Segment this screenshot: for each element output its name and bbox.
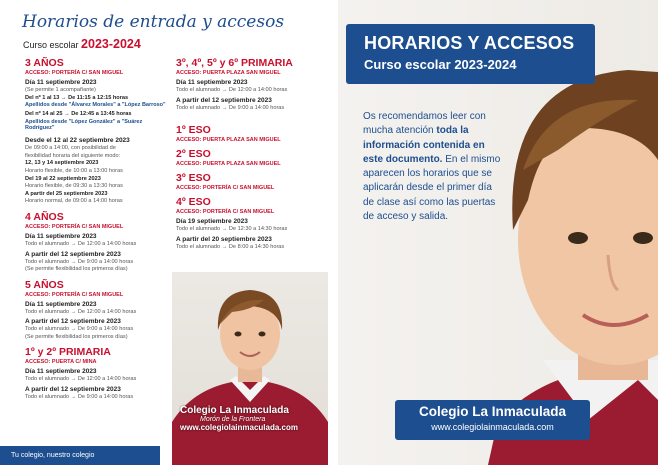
- cover-title-box: [346, 24, 595, 84]
- access-line: ACCESO: PORTERÍA C/ SAN MIGUEL: [25, 291, 124, 298]
- access-line: ACCESO: PUERTA C/ MINA: [25, 359, 97, 366]
- intro-text: Os recomendamos leer con mucha atención toda la información contenida en este documento. En el mismo aparecen los horarios que se aplicarán desde el primer día de clase así como las puertas de acceso y salida.: [363, 111, 501, 223]
- group-row: Del nº 14 al 25 → De 12:45 a 13:45 horas: [25, 110, 132, 117]
- access-line: ACCESO: PUERTA PLAZA SAN MIGUEL: [176, 137, 281, 144]
- school-name-small: Colegio La Inmaculada: [180, 405, 289, 416]
- school-url-small[interactable]: www.colegiolainmaculada.com: [180, 423, 298, 432]
- day-heading: Día 11 septiembre 2023: [176, 79, 248, 86]
- course-line: [23, 37, 141, 51]
- school-name: Colegio La Inmaculada: [418, 404, 567, 419]
- tagline-bar: Tu colegio, nuestro colegio: [0, 446, 160, 465]
- time-line: Todo el alumnado → De 12:30 a 14:30 horas: [176, 226, 288, 233]
- access-line: ACCESO: PORTERÍA C/ SAN MIGUEL: [176, 185, 275, 192]
- course-label: Curso escolar: [23, 40, 79, 50]
- detail-line: Horario flexible, de 09:30 a 13:30 horas: [25, 183, 123, 190]
- day-heading: Día 11 septiembre 2023: [25, 300, 97, 308]
- detail-line: flexibilidad horaria del siguiente modo:: [25, 152, 121, 159]
- day-heading: Desde el 12 al 22 septiembre 2023: [25, 137, 130, 145]
- day-heading: Día 19 septiembre 2023: [176, 218, 248, 226]
- section-eso4-title: 4º ESO: [176, 196, 211, 209]
- section-eso3-title: 3º ESO: [176, 172, 211, 185]
- section-4-anos-title: 4 AÑOS: [25, 210, 64, 223]
- day-note: (Se permite 1 acompañante): [25, 87, 96, 93]
- detail-line: 12, 13 y 14 septiembre 2023: [25, 160, 99, 167]
- day-heading: A partir del 12 septiembre 2023: [176, 96, 272, 104]
- day-heading: A partir del 12 septiembre 2023: [25, 386, 121, 394]
- flex-note: (Se permite flexibilidad los primeros días): [25, 333, 128, 340]
- flex-note: (Se permite flexibilidad los primeros días): [25, 266, 128, 273]
- school-url[interactable]: www.colegiolainmaculada.com: [431, 422, 554, 432]
- detail-line: A partir del 25 septiembre 2023: [25, 190, 108, 197]
- time-line: Todo el alumnado → De 9:00 a 14:00 horas: [176, 104, 285, 111]
- time-line: Todo el alumnado → De 9:00 a 14:00 horas: [25, 258, 134, 265]
- section-5-anos-title: 5 AÑOS: [25, 278, 64, 291]
- time-line: Todo el alumnado → De 12:00 a 14:00 horas: [176, 87, 288, 93]
- day-heading: A partir del 12 septiembre 2023: [25, 250, 121, 258]
- cover-title: HORARIOS Y ACCESOS: [364, 33, 575, 53]
- section-primaria-1-2-title: 1º y 2º PRIMARIA: [25, 346, 111, 359]
- group-row: Del nº 1 al 13 → De 11:15 a 12:15 horas: [25, 94, 129, 101]
- course-year: 2023-2024: [81, 37, 141, 51]
- cover-subtitle: Curso escolar 2023-2024: [364, 57, 517, 72]
- section-primaria-3-6-title: 3º, 4º, 5º y 6º PRIMARIA: [176, 57, 293, 69]
- day-heading: Día 11 septiembre 2023: [25, 368, 97, 376]
- access-line: ACCESO: PUERTA PLAZA SAN MIGUEL: [176, 70, 281, 76]
- schedule-column-1: [25, 53, 170, 402]
- time-line: Todo el alumnado → De 12:00 a 14:00 horas: [25, 308, 137, 315]
- time-line: Todo el alumnado → De 9:00 a 14:00 horas: [25, 326, 134, 333]
- access-line: ACCESO: PUERTA PLAZA SAN MIGUEL: [176, 161, 281, 168]
- detail-line: Del 19 al 22 septiembre 2023: [25, 175, 101, 182]
- detail-line: Horario flexible, de 10:00 a 13:00 horas: [25, 167, 123, 174]
- school-footer-box: [395, 400, 590, 440]
- access-line: ACCESO: PORTERÍA C/ SAN MIGUEL: [25, 70, 124, 76]
- script-title: Horarios de entrada y accesos: [22, 12, 285, 32]
- day-heading: A partir del 20 septiembre 2023: [176, 235, 272, 243]
- access-line: ACCESO: PORTERÍA C/ SAN MIGUEL: [176, 209, 275, 216]
- group-names: Apellidos desde "Álvarez Morales" a "López Barroso": [25, 102, 166, 109]
- detail-line: Horario normal, de 09:00 a 14:00 horas: [25, 198, 123, 205]
- day-heading: Día 11 septiembre 2023: [25, 79, 97, 86]
- time-line: Todo el alumnado → De 8:00 a 14:30 horas: [176, 243, 285, 250]
- detail-line: De 09:00 a 14:00, con posibilidad de: [25, 145, 116, 152]
- section-eso2-title: 2º ESO: [176, 148, 211, 161]
- section-eso1-title: 1º ESO: [176, 124, 211, 137]
- day-heading: Día 11 septiembre 2023: [25, 232, 97, 240]
- access-line: ACCESO: PORTERÍA C/ SAN MIGUEL: [25, 223, 124, 230]
- section-3-anos-title: 3 AÑOS: [25, 57, 64, 69]
- day-heading: A partir del 12 septiembre 2023: [25, 318, 121, 326]
- student-photo-small: [172, 272, 328, 465]
- time-line: Todo el alumnado → De 9:00 a 14:00 horas: [25, 394, 134, 401]
- schedule-column-2: [176, 53, 341, 251]
- group-names: Apellidos desde "López González" a "Suárez Rodríguez": [25, 118, 143, 132]
- school-brand-small: [180, 405, 298, 432]
- school-city-small: Morón de la Frontera: [200, 416, 266, 423]
- time-line: Todo el alumnado → De 12:00 a 14:00 horas: [25, 240, 137, 247]
- time-line: Todo el alumnado → De 12:00 a 14:00 horas: [25, 376, 137, 383]
